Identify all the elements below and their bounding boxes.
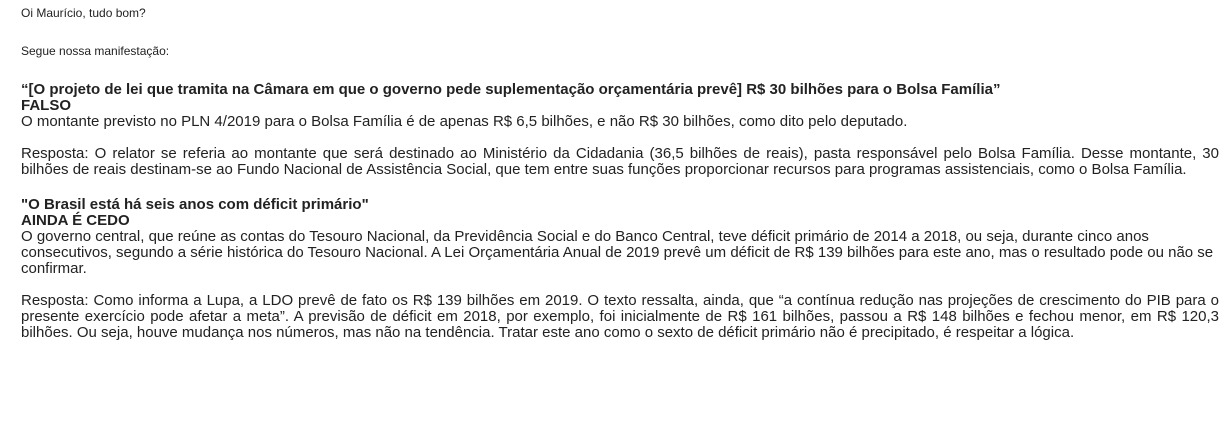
claim-block-1 [21,81,1219,178]
claim-quote: “[O projeto de lei que tramita na Câmara em que o governo pede suplementação orçamentária prevê] R$ 30 bilhões para o Bolsa Família” [21,81,1001,98]
email-body [21,0,1219,341]
claim-response: Resposta: O relator se referia ao montante que será destinado ao Ministério da Cidadania (36,5 bilhões de reais), pasta responsável pelo Bolsa Família. Desse montante, 30 bilhões de reais destinam-se ao Fundo Nacional de Assistência Social, que tem entre suas funções proporcionar recursos para programas assistenciais, como o Bolsa Família. [21,145,1219,178]
claim-verdict: FALSO [21,97,72,114]
claim-explanation: O governo central, que reúne as contas do Tesouro Nacional, da Previdência Social e do Banco Central, teve déficit primário de 2014 a 2018, ou seja, durante cinco anos consecutivos, segundo a série histórica do Tesouro Nacional. A Lei Orçamentária Anual de 2019 prevê um déficit de R$ 139 bilhões para este ano, mas o resultado pode ou não se confirmar. [21,228,1214,277]
intro-line: Segue nossa manifestação: [21,44,170,58]
claim-quote: "O Brasil está há seis anos com déficit primário" [21,196,369,213]
claim-verdict: AINDA É CEDO [21,212,130,229]
claim-explanation: O montante previsto no PLN 4/2019 para o Bolsa Família é de apenas R$ 6,5 bilhões, e não R$ 30 bilhões, como dito pelo deputado. [21,113,908,130]
greeting-line: Oi Maurício, tudo bom? [21,6,146,20]
claim-response: Resposta: Como informa a Lupa, a LDO prevê de fato os R$ 139 bilhões em 2019. O texto ressalta, ainda, que “a contínua redução nas projeções de crescimento do PIB para o presente exercício pode afetar a meta”. A previsão de déficit em 2018, por exemplo, foi inicialmente de R$ 161 bilhões, passou a R$ 148 bilhões e fechou menor, em R$ 120,3 bilhões. Ou seja, houve mudança nos números, mas não na tendência. Tratar este ano como o sexto de déficit primário não é precipitado, é respeitar a lógica. [21,292,1219,341]
claim-block-2 [21,196,1219,341]
